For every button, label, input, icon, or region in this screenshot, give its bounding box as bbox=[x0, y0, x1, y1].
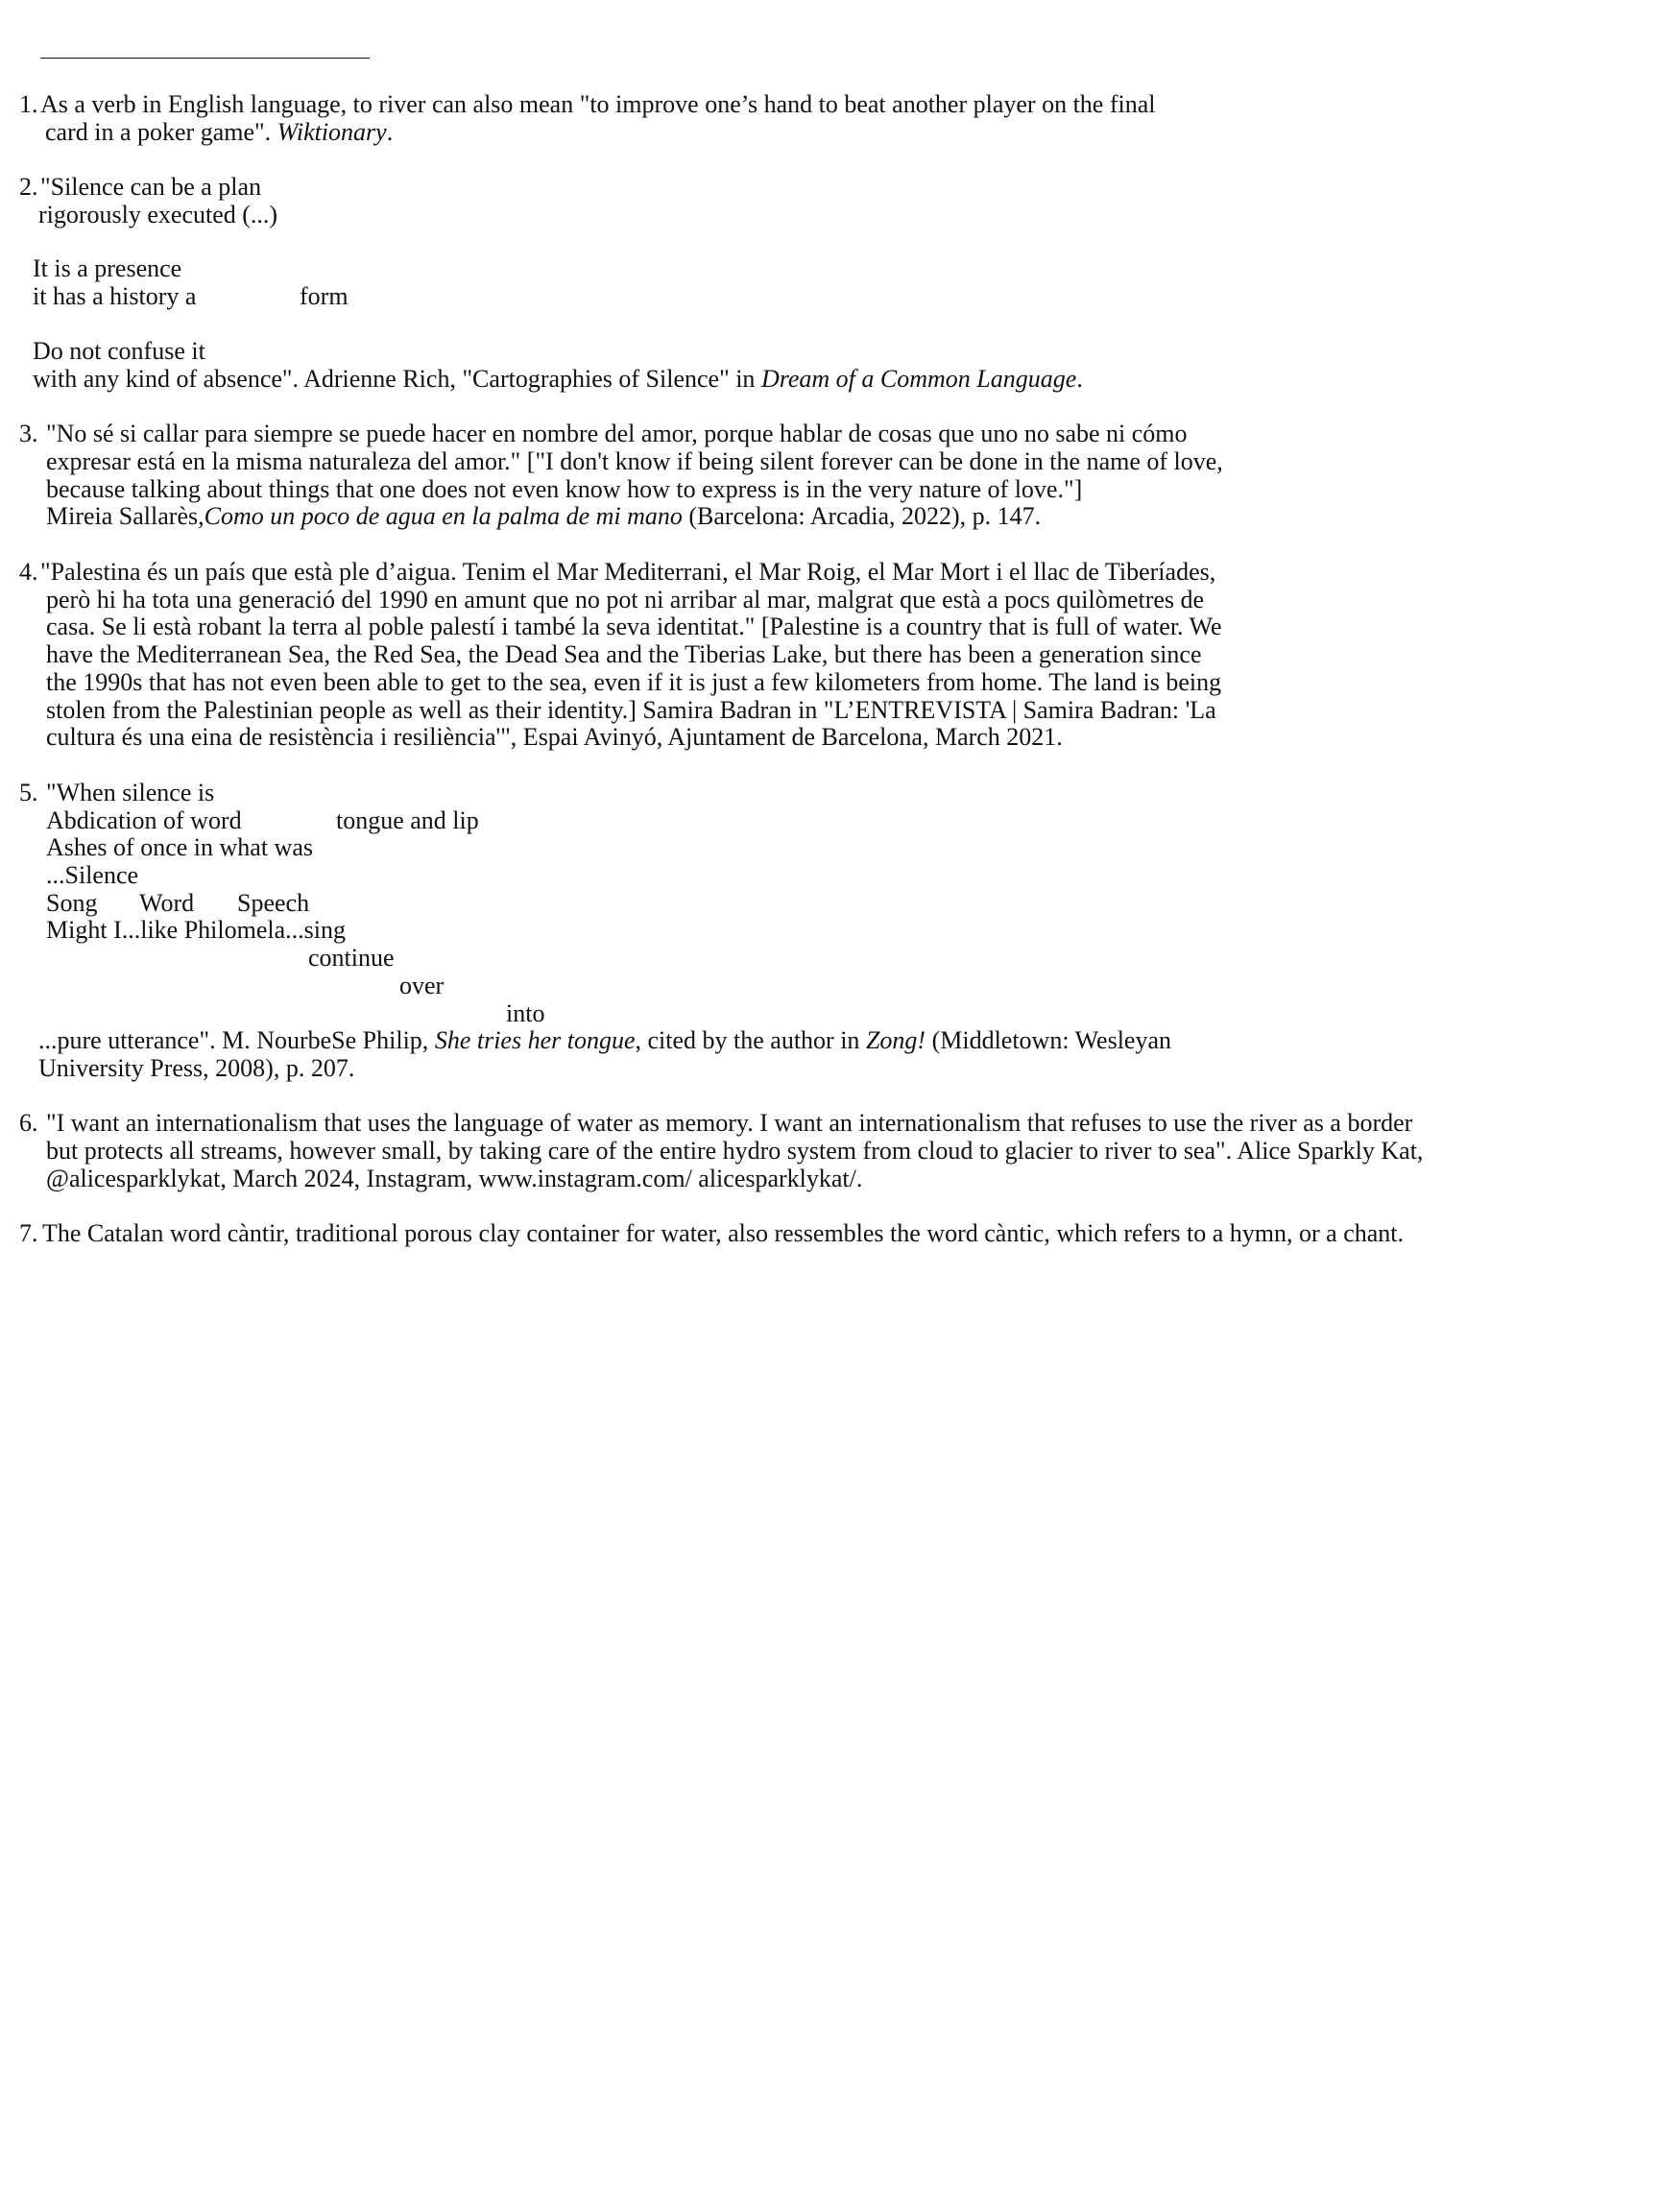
footnote-separator-rule bbox=[40, 58, 370, 59]
source-title: Wiktionary bbox=[276, 118, 387, 146]
poem-line: Word bbox=[139, 889, 195, 917]
source-title: Como un poco de agua en la palma de mi mano bbox=[204, 502, 683, 530]
poem-line: Speech bbox=[237, 889, 310, 917]
footnote-line: "I want an internationalism that uses the language of water as memory. I want an internationalism that refuses to use the river as a border bbox=[46, 1109, 1413, 1137]
footnote-line: casa. Se li està robant la terra al poble palestí i també la seva identitat." [Palestine is a country that is full of water. We bbox=[46, 613, 1222, 640]
footnote-line: "Palestina és un país que està ple d’aigua. Tenim el Mar Mediterrani, el Mar Roig, el Mar Mort i el llac de Tiberíades, bbox=[40, 558, 1216, 586]
poem-line: Song bbox=[46, 889, 98, 917]
footnote-line: As a verb in English language, to river can also mean "to improve one’s hand to beat another player on the final bbox=[40, 90, 1156, 118]
footnote-line: The Catalan word càntir, traditional porous clay container for water, also ressembles the word càntic, which refers to a hymn, or a chant. bbox=[42, 1219, 1405, 1247]
source-title: Dream of a Common Language bbox=[760, 365, 1077, 393]
poem-line: "When silence is bbox=[46, 779, 215, 806]
poem-line: Ashes of once in what was bbox=[46, 833, 313, 861]
poem-line: rigorously executed (...) bbox=[38, 201, 278, 228]
poem-line: It is a presence bbox=[33, 254, 182, 282]
footnote-number: 5. bbox=[19, 779, 38, 806]
footnote-number: 6. bbox=[19, 1109, 38, 1137]
footnote-number: 4. bbox=[19, 558, 38, 586]
footnote-line: but protects all streams, however small, by taking care of the entire hydro system from cloud to glacier to river to sea". Alice Sparkly Kat, bbox=[46, 1137, 1424, 1165]
footnote-line: the 1990s that has not even been able to get to the sea, even if it is just a few kilometers from home. The land is being bbox=[46, 668, 1222, 696]
footnote-line: Mireia Sallarès,Como un poco de agua en la palma de mi mano (Barcelona: Arcadia, 2022), p. 147. bbox=[46, 502, 1042, 530]
source-title: Zong! bbox=[865, 1026, 926, 1054]
footnote-number: 1. bbox=[19, 90, 38, 118]
footnote-line: with any kind of absence". Adrienne Rich, "Cartographies of Silence" in Dream of a Common Language. bbox=[33, 365, 1083, 393]
source-title: She tries her tongue bbox=[434, 1026, 636, 1054]
footnote-line: "No sé si callar para siempre se puede hacer en nombre del amor, porque hablar de cosas que uno no sabe ni cómo bbox=[46, 420, 1188, 447]
poem-line: over bbox=[399, 972, 445, 999]
poem-line: continue bbox=[308, 944, 395, 972]
footnote-line: però hi ha tota una generació del 1990 en amunt que no pot ni arribar al mar, malgrat que està a pocs quilòmetres de bbox=[46, 586, 1205, 613]
poem-line: "Silence can be a plan bbox=[40, 173, 262, 201]
footnote-line: card in a poker game". Wiktionary. bbox=[45, 118, 394, 146]
footnote-line: University Press, 2008), p. 207. bbox=[38, 1054, 355, 1082]
poem-line: Do not confuse it bbox=[33, 337, 205, 365]
footnote-number: 3. bbox=[19, 420, 38, 447]
footnote-line: stolen from the Palestinian people as well as their identity.] Samira Badran in "L’ENTREVISTA | Samira Badran: 'La bbox=[46, 696, 1216, 724]
poem-line: ...Silence bbox=[46, 861, 139, 889]
poem-line: tongue and lip bbox=[336, 806, 479, 834]
footnote-line: expresar está en la misma naturaleza del amor." ["I don't know if being silent forever can be done in the name of love, bbox=[46, 447, 1223, 475]
poem-line: Might I...like Philomela...sing bbox=[46, 916, 346, 944]
poem-line: into bbox=[506, 999, 545, 1027]
poem-line: Abdication of word bbox=[46, 806, 242, 834]
poem-line: form bbox=[300, 282, 349, 310]
footnote-line: cultura és una eina de resistència i resiliència'", Espai Avinyó, Ajuntament de Barcelona, March 2021. bbox=[46, 723, 1063, 751]
footnote-number: 7. bbox=[19, 1219, 38, 1247]
footnote-line: because talking about things that one does not even know how to express is in the very nature of love."] bbox=[46, 475, 1083, 503]
footnote-line: @alicesparklykat, March 2024, Instagram, www.instagram.com/ alicesparklykat/. bbox=[46, 1165, 863, 1192]
poem-line: it has a history a bbox=[33, 282, 197, 310]
footnote-number: 2. bbox=[19, 173, 38, 201]
footnote-line: ...pure utterance". M. NourbeSe Philip, She tries her tongue, cited by the author in Zong! (Middletown: Wesleyan bbox=[38, 1026, 1171, 1054]
footnote-line: have the Mediterranean Sea, the Red Sea, the Dead Sea and the Tiberias Lake, but there has been a generation since bbox=[46, 640, 1202, 668]
